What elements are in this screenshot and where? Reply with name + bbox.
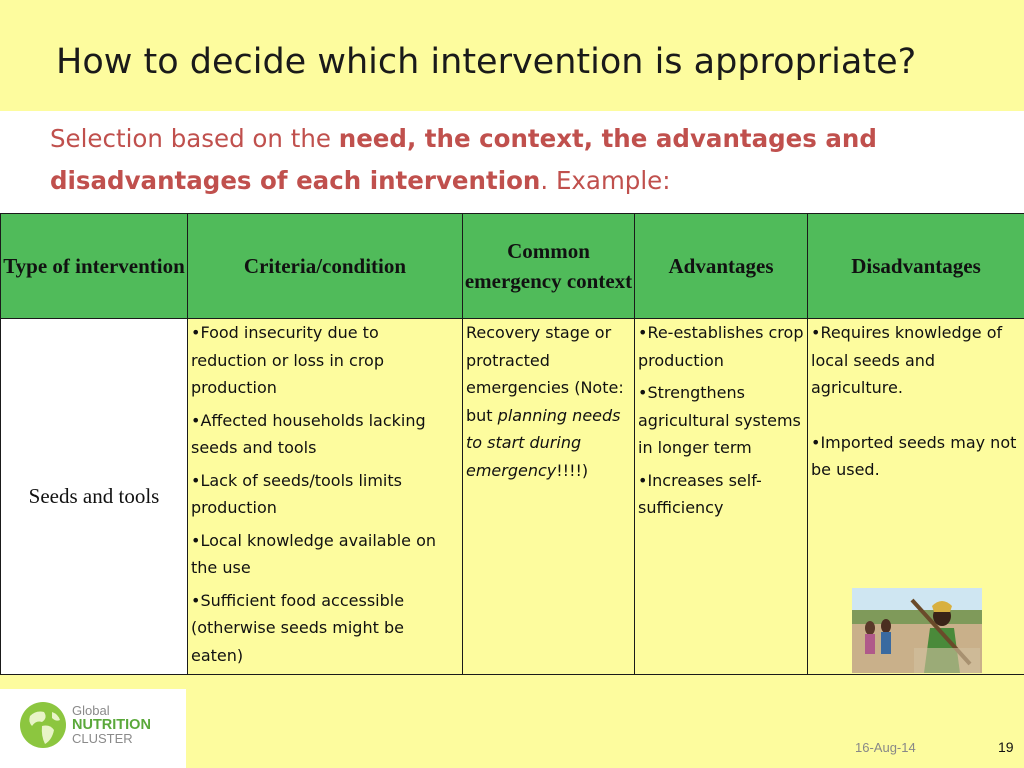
criteria-item: •Sufficient food accessible (otherwise seeds might be eaten) <box>191 590 405 665</box>
criteria-item: •Affected households lacking seeds and tools <box>191 410 426 457</box>
farmer-photo <box>852 588 982 673</box>
context-text <box>466 319 631 484</box>
logo-text <box>72 704 151 746</box>
cell-advantages <box>635 319 808 675</box>
disadvantage-item: •Imported seeds may not be used. <box>811 432 1017 479</box>
table-header-row <box>1 214 1024 319</box>
context-italic: planning needs to start during emergency <box>466 405 621 480</box>
header-disadvantages: Disadvantages <box>808 214 1024 319</box>
logo-line-cluster: CLUSTER <box>72 731 133 746</box>
subtitle-emphasis: need, the context, the advantages and disadvantages of each intervention <box>50 124 877 195</box>
advantage-item: •Re-establishes crop production <box>638 323 804 370</box>
header-context: Common emergency context <box>463 214 635 319</box>
logo-line-nutrition: NUTRITION <box>72 717 151 733</box>
criteria-item: •Food insecurity due to reduction or loss in crop production <box>191 323 384 397</box>
advantage-item: •Increases self-sufficiency <box>638 470 762 517</box>
page-number: 19 <box>998 739 1014 755</box>
subtitle-suffix: . Example: <box>540 166 671 195</box>
footer-date: 16-Aug-14 <box>855 740 916 755</box>
criteria-item: •Lack of seeds/tools limits production <box>191 470 402 517</box>
globe-icon <box>18 700 68 750</box>
context-text-2: !!!!) <box>556 460 589 480</box>
context-text-1: Recovery stage or protracted emergencies (Note: but <box>466 323 624 425</box>
subtitle-prefix: Selection based on the <box>50 124 339 153</box>
header-advantages: Advantages <box>635 214 808 319</box>
slide-title: How to decide which intervention is appropriate? <box>56 42 917 82</box>
logo-line-global: Global <box>72 703 110 718</box>
header-criteria: Criteria/condition <box>188 214 463 319</box>
disadvantage-item: •Requires knowledge of local seeds and agriculture. <box>811 323 1003 397</box>
cell-context <box>463 319 635 675</box>
cell-type: Seeds and tools <box>1 319 188 675</box>
subtitle <box>50 118 1000 202</box>
disadvantage-spacer <box>811 402 1021 429</box>
header-type: Type of intervention <box>1 214 188 319</box>
cell-criteria <box>188 319 463 675</box>
criteria-item: •Local knowledge available on the use <box>191 530 437 577</box>
advantage-item: •Strengthens agricultural systems in longer term <box>638 383 801 457</box>
